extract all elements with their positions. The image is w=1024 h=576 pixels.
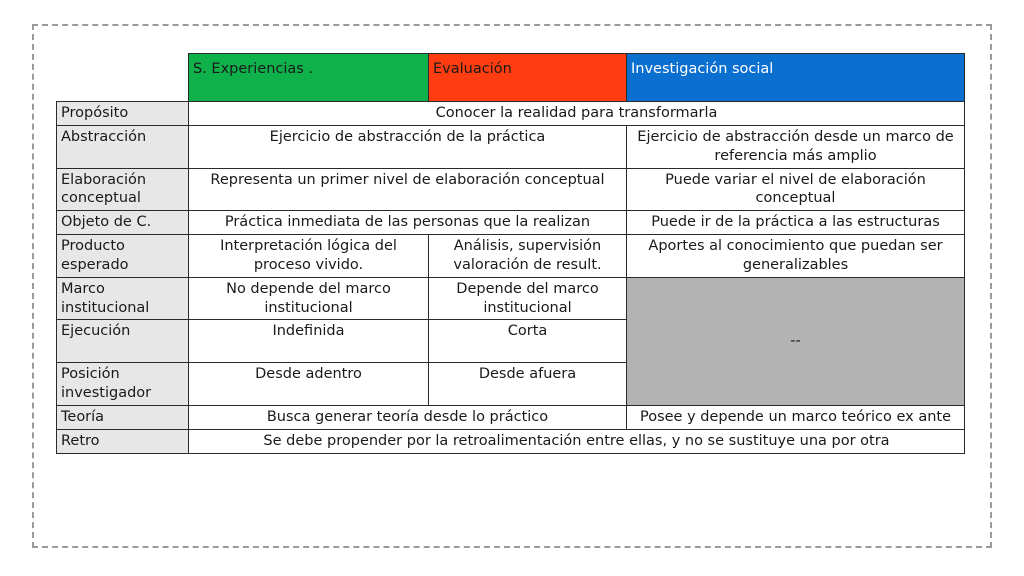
cell-producto-sistematizacion: Interpretación lógica del proceso vivido.: [189, 235, 429, 278]
cell-marco-sistematizacion: No depende del marco institucional: [189, 277, 429, 320]
table-row: [57, 102, 965, 126]
cell-producto-evaluacion: Análisis, supervisión valoración de result.: [429, 235, 627, 278]
cell-objeto-investigacion: Puede ir de la práctica a las estructuras: [627, 211, 965, 235]
table-row: [57, 235, 965, 278]
cell-elaboracion-sistematizacion-evaluacion: Representa un primer nivel de elaboración conceptual: [189, 168, 627, 211]
cell-posicion-evaluacion: Desde afuera: [429, 363, 627, 406]
comparison-table: [56, 53, 965, 454]
table-row: [57, 125, 965, 168]
cell-objeto-sistematizacion-evaluacion: Práctica inmediata de las personas que la realizan: [189, 211, 627, 235]
row-label-abstraccion: Abstracción: [57, 125, 189, 168]
header-sistematizacion: S. Experiencias .: [189, 54, 429, 102]
row-label-elaboracion: Elaboración conceptual: [57, 168, 189, 211]
table-row: [57, 429, 965, 453]
row-label-marco: Marco institucional: [57, 277, 189, 320]
header-evaluacion: Evaluación: [429, 54, 627, 102]
cell-teoria-investigacion: Posee y depende un marco teórico ex ante: [627, 406, 965, 430]
row-label-proposito: Propósito: [57, 102, 189, 126]
cell-retro: Se debe propender por la retroalimentación entre ellas, y no se sustituye una por otra: [189, 429, 965, 453]
table-row: [57, 277, 965, 320]
row-label-ejecucion: Ejecución: [57, 320, 189, 363]
row-label-retro: Retro: [57, 429, 189, 453]
header-investigacion: Investigación social: [627, 54, 965, 102]
cell-marco-evaluacion: Depende del marco institucional: [429, 277, 627, 320]
cell-teoria-sistematizacion-evaluacion: Busca generar teoría desde lo práctico: [189, 406, 627, 430]
cell-producto-investigacion: Aportes al conocimiento que puedan ser generalizables: [627, 235, 965, 278]
table-row: [57, 406, 965, 430]
cell-posicion-sistematizacion: Desde adentro: [189, 363, 429, 406]
row-label-teoria: Teoría: [57, 406, 189, 430]
cell-ejecucion-evaluacion: Corta: [429, 320, 627, 363]
row-label-objeto: Objeto de C.: [57, 211, 189, 235]
cell-ejecucion-sistematizacion: Indefinida: [189, 320, 429, 363]
row-label-producto: Producto esperado: [57, 235, 189, 278]
row-label-posicion: Posición investigador: [57, 363, 189, 406]
cell-abstraccion-investigacion: Ejercicio de abstracción desde un marco de referencia más amplio: [627, 125, 965, 168]
cell-merged-gray: --: [627, 277, 965, 405]
cell-abstraccion-sistematizacion-evaluacion: Ejercicio de abstracción de la práctica: [189, 125, 627, 168]
corner-cell: [57, 54, 189, 102]
table-row: [57, 211, 965, 235]
header-row: [57, 54, 965, 102]
cell-elaboracion-investigacion: Puede variar el nivel de elaboración conceptual: [627, 168, 965, 211]
table-row: [57, 168, 965, 211]
cell-proposito: Conocer la realidad para transformarla: [189, 102, 965, 126]
